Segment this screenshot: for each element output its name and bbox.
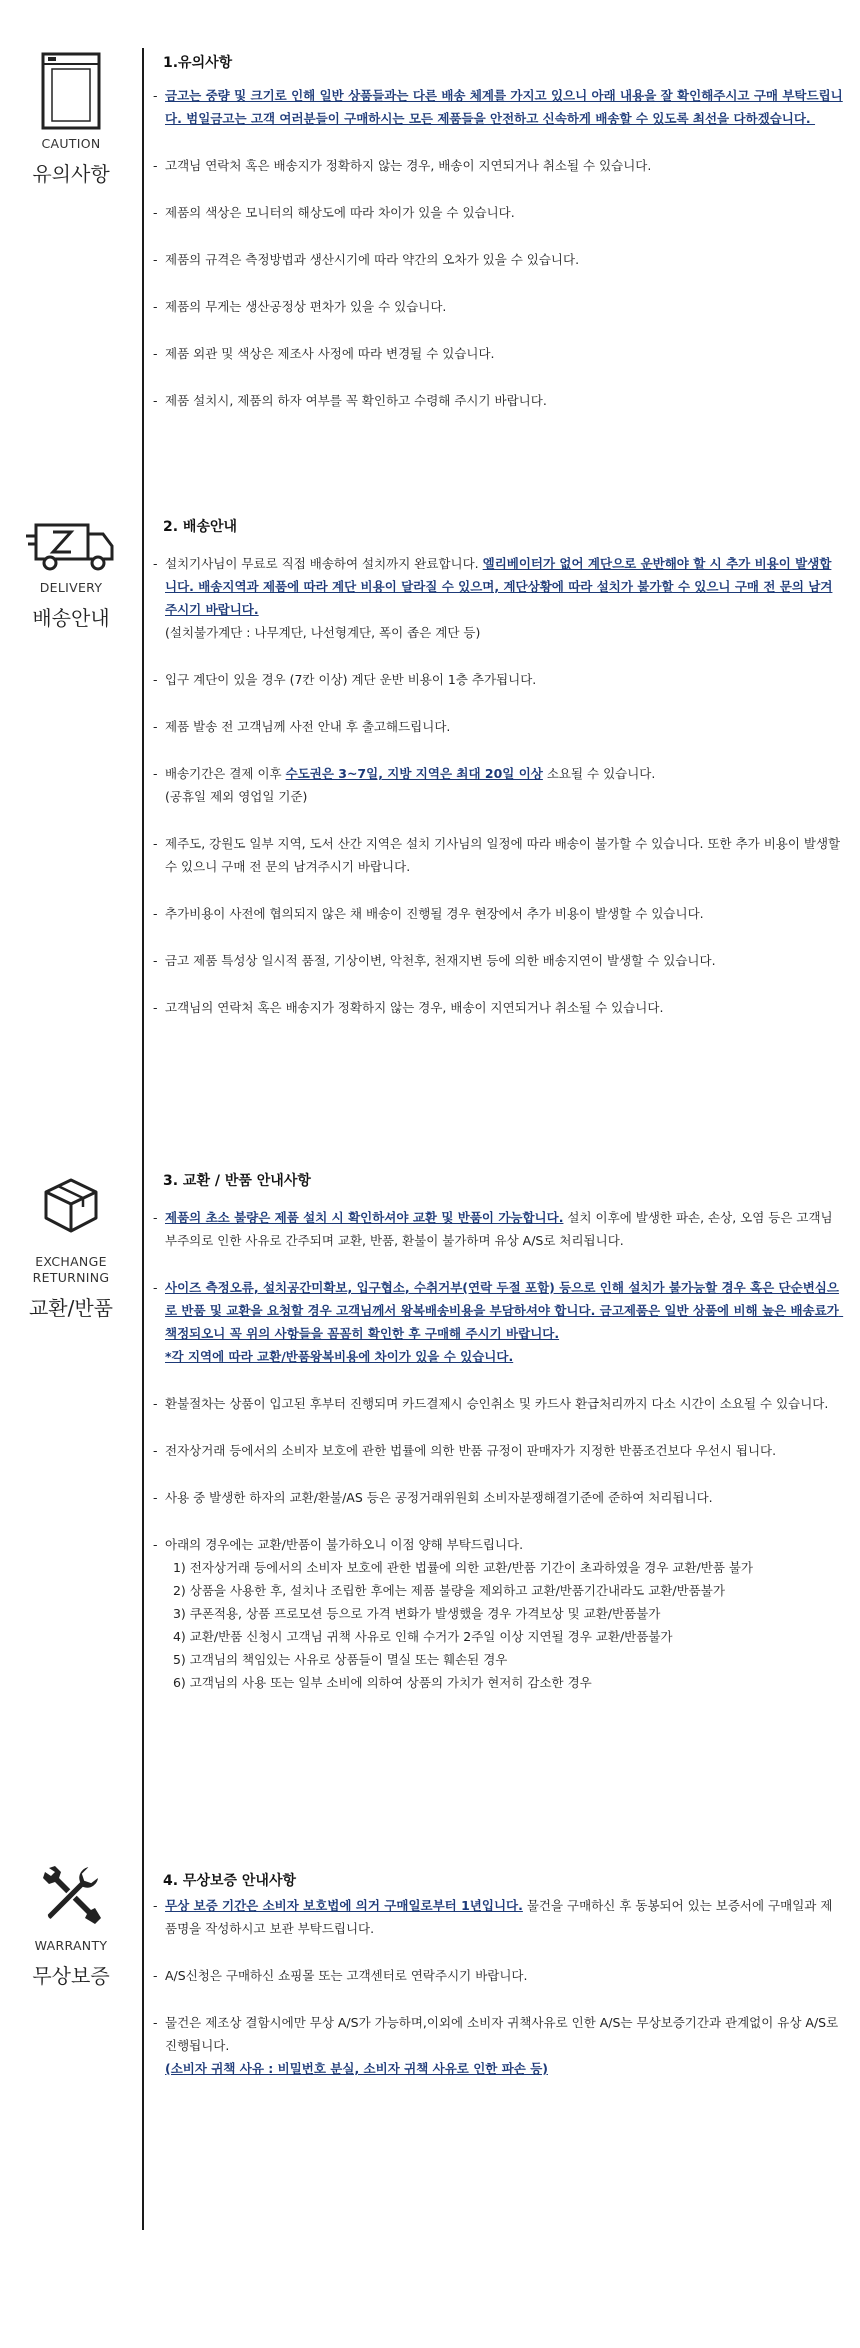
item-text: 제품 외관 및 색상은 제조사 사정에 따라 변경될 수 있습니다. bbox=[165, 346, 495, 361]
item-text: 배송기간은 결제 이후 bbox=[165, 766, 286, 781]
vertical-divider bbox=[142, 48, 144, 2230]
delivery-list bbox=[153, 552, 843, 1019]
item-text: (설치불가계단 : 나무계단, 나선형계단, 폭이 좁은 계단 등) bbox=[165, 625, 481, 640]
section-label-delivery bbox=[0, 522, 142, 631]
list-item bbox=[153, 902, 843, 925]
highlighted-text: (소비자 귀책 사유 : 비밀번호 분실, 소비자 귀책 사유로 인한 파손 등) bbox=[165, 2061, 548, 2076]
list-item bbox=[153, 832, 843, 878]
section-label-exchange bbox=[0, 1176, 142, 1321]
item-text: 제품의 규격은 측정방법과 생산시기에 따라 약간의 오차가 있을 수 있습니다. bbox=[165, 252, 580, 267]
refrigerator-icon bbox=[41, 52, 101, 130]
list-item bbox=[153, 295, 843, 318]
warranty-ko-label: 무상보증 bbox=[32, 1964, 110, 1988]
exchange-content bbox=[153, 1170, 843, 1694]
highlighted-text: 금고는 중량 및 크기로 인해 일반 상품들과는 다른 배송 체계를 가지고 있으니 아래 내용을 잘 확인해주시고 구매 부탁드립니다. 범일금고는 고객 여러분들이 구매하시는 모든 제품들을 안전하고 신속하게 배송할 수 있도록 최선을 다하겠습니다. bbox=[165, 88, 843, 126]
warranty-en-label: WARRANTY bbox=[34, 1938, 108, 1953]
list-item bbox=[153, 248, 843, 271]
box-icon bbox=[41, 1176, 101, 1236]
item-text: 제품의 무게는 생산공정상 편차가 있을 수 있습니다. bbox=[165, 299, 447, 314]
item-text: 추가비용이 사전에 협의되지 않은 채 배송이 진행될 경우 현장에서 추가 비용이 발생할 수 있습니다. bbox=[165, 906, 704, 921]
delivery-heading: 2. 배송안내 bbox=[163, 519, 238, 535]
item-text: 입구 계단이 있을 경우 (7칸 이상) 계단 운반 비용이 1층 추가됩니다. bbox=[165, 672, 537, 687]
item-text: A/S신청은 구매하신 쇼핑몰 또는 고객센터로 연락주시기 바랍니다. bbox=[165, 1968, 528, 1983]
item-text: 물건은 제조상 결함시에만 무상 A/S가 가능하며,이외에 소비자 귀책사유로 인한 A/S는 무상보증기간과 관계없이 유상 A/S로 진행됩니다. bbox=[165, 2015, 839, 2053]
section-label-warranty bbox=[0, 1862, 142, 1989]
list-item bbox=[153, 1964, 843, 1987]
list-item bbox=[153, 1439, 843, 1462]
item-text: 금고 제품 특성상 일시적 품절, 기상이변, 악천후, 천재지변 등에 의한 배송지연이 발생할 수 있습니다. bbox=[165, 953, 716, 968]
exchange-en-label: EXCHANGE RETURNING bbox=[32, 1254, 110, 1285]
highlighted-text: 제품의 초소 불량은 제품 설치 시 확인하셔야 교환 및 반품이 가능합니다. bbox=[165, 1210, 564, 1225]
list-item bbox=[153, 84, 843, 130]
list-item bbox=[153, 1894, 843, 1940]
item-text: 제품 발송 전 고객님께 사전 안내 후 출고해드립니다. bbox=[165, 719, 451, 734]
item-text: 제주도, 강원도 일부 지역, 도서 산간 지역은 설치 기사님의 일정에 따라 배송이 불가할 수 있습니다. 또한 추가 비용이 발생할 수 있으니 구매 전 문의 남겨주시기 바랍니다. bbox=[165, 836, 845, 874]
list-item bbox=[153, 668, 843, 691]
item-text: 소요될 수 있습니다. (공휴일 제외 영업일 기준) bbox=[165, 766, 656, 804]
item-text: 설치 이후에 발생한 파손, 손상, 오염 등은 고객님 부주의로 인한 사유로 간주되며 교환, 반품, 환불이 불가하며 유상 A/S로 처리됩니다. bbox=[165, 1210, 837, 1248]
list-item bbox=[153, 2011, 843, 2080]
item-text: 환불절차는 상품이 입고된 후부터 진행되며 카드결제시 승인취소 및 카드사 환급처리까지 다소 시간이 소요될 수 있습니다. bbox=[165, 1396, 829, 1411]
caution-content bbox=[153, 52, 843, 412]
warranty-content bbox=[153, 1870, 843, 2080]
item-text: 고객님 연락처 혹은 배송지가 정확하지 않는 경우, 배송이 지연되거나 취소될 수 있습니다. bbox=[165, 158, 652, 173]
item-text: 전자상거래 등에서의 소비자 보호에 관한 법률에 의한 반품 규정이 판매자가 지정한 반품조건보다 우선시 됩니다. bbox=[165, 1443, 777, 1458]
list-item bbox=[153, 1276, 843, 1368]
list-item bbox=[153, 389, 843, 412]
list-item bbox=[153, 1533, 843, 1694]
list-item bbox=[153, 552, 843, 644]
list-item bbox=[153, 1392, 843, 1415]
item-text: 물건을 구매하신 후 동봉되어 있는 보증서에 구매일과 제품명을 작성하시고 보관 부탁드립니다. bbox=[165, 1898, 833, 1936]
section-label-caution bbox=[0, 52, 142, 187]
caution-ko-label: 유의사항 bbox=[32, 162, 110, 186]
warranty-list bbox=[153, 1894, 843, 2080]
list-item bbox=[153, 762, 843, 808]
list-item bbox=[153, 1206, 843, 1252]
list-item bbox=[153, 1486, 843, 1509]
item-text: 제품 설치시, 제품의 하자 여부를 꼭 확인하고 수령해 주시기 바랍니다. bbox=[165, 393, 547, 408]
exchange-heading: 3. 교환 / 반품 안내사항 bbox=[163, 1173, 311, 1189]
highlighted-text: 무상 보증 기간은 소비자 보호법에 의거 구매일로부터 1년입니다. bbox=[165, 1898, 523, 1913]
caution-list bbox=[153, 84, 843, 412]
list-item bbox=[153, 715, 843, 738]
delivery-truck-icon bbox=[26, 522, 116, 574]
list-item bbox=[153, 154, 843, 177]
highlighted-text: 수도권은 3~7일, 지방 지역은 최대 20일 이상 bbox=[285, 766, 543, 781]
item-text: 사용 중 발생한 하자의 교환/환불/AS 등은 공정거래위원회 소비자분쟁해결기준에 준하여 처리됩니다. bbox=[165, 1490, 713, 1505]
list-item bbox=[153, 201, 843, 224]
list-item bbox=[153, 949, 843, 972]
delivery-en-label: DELIVERY bbox=[39, 580, 103, 595]
item-text: 고객님의 연락처 혹은 배송지가 정확하지 않는 경우, 배송이 지연되거나 취소될 수 있습니다. bbox=[165, 1000, 664, 1015]
delivery-content bbox=[153, 516, 843, 1019]
list-item bbox=[153, 342, 843, 365]
caution-en-label: CAUTION bbox=[41, 136, 101, 151]
warranty-heading: 4. 무상보증 안내사항 bbox=[163, 1873, 296, 1889]
highlighted-text: 사이즈 측정오류, 설치공간미확보, 입구협소, 수취거부(연락 두절 포함) 등으로 인해 설치가 불가능할 경우 혹은 단순변심으로 반품 및 교환을 요청할 경우 고객님께서 왕복배송비용을 부담하셔야 합니다. 금고제품은 일반 상품에 비해 높은 배송료가 책정되오니 꼭 위의 사항들을 꼼꼼히 확인한 후 구매해 주시기 바랍니다. *각 지역에 따라 교환/반품왕복비용에 차이가 있을 수 있습니다. bbox=[165, 1280, 839, 1364]
wrench-screwdriver-icon bbox=[39, 1862, 103, 1926]
delivery-ko-label: 배송안내 bbox=[32, 606, 110, 630]
caution-heading: 1.유의사항 bbox=[163, 55, 233, 71]
list-item bbox=[153, 996, 843, 1019]
highlighted-text: 엘리베이터가 없어 계단으로 운반해야 할 시 추가 비용이 발생합니다. 배송지역과 제품에 따라 계단 비용이 달라질 수 있으며, 계단상황에 따라 설치가 불가할 수 있으니 구매 전 문의 남겨주시기 바랍니다. bbox=[165, 556, 833, 617]
item-text: 제품의 색상은 모니터의 해상도에 따라 차이가 있을 수 있습니다. bbox=[165, 205, 515, 220]
exchange-list bbox=[153, 1206, 843, 1694]
exchange-ko-label: 교환/반품 bbox=[28, 1296, 114, 1320]
item-text: 설치기사님이 무료로 직접 배송하여 설치까지 완료합니다. bbox=[165, 556, 483, 571]
item-text: 아래의 경우에는 교환/반품이 불가하오니 이점 양해 부탁드립니다. 1) 전자상거래 등에서의 소비자 보호에 관한 법률에 의한 교환/반품 기간이 초과하였을 경우 교환/반품 불가 2) 상품을 사용한 후, 설치나 조립한 후에는 제품 불량을 제외하고 교환/반품기간내라도 교환/반품불가 3) 쿠폰적용, 상품 프로모션 등으로 가격 변화가 발생했을 경우 가격보상 및 교환/반품불가 4) 교환/반품 신청시 고객님 귀책 사유로 인해 수거가 2주일 이상 지연될 경우 교환/반품불가 5) 고객님의 책임있는 사유로 상품들이 멸실 또는 훼손된 경우 6) 고객님의 사용 또는 일부 소비에 의하여 상품의 가치가 현저히 감소한 경우 bbox=[165, 1537, 754, 1690]
